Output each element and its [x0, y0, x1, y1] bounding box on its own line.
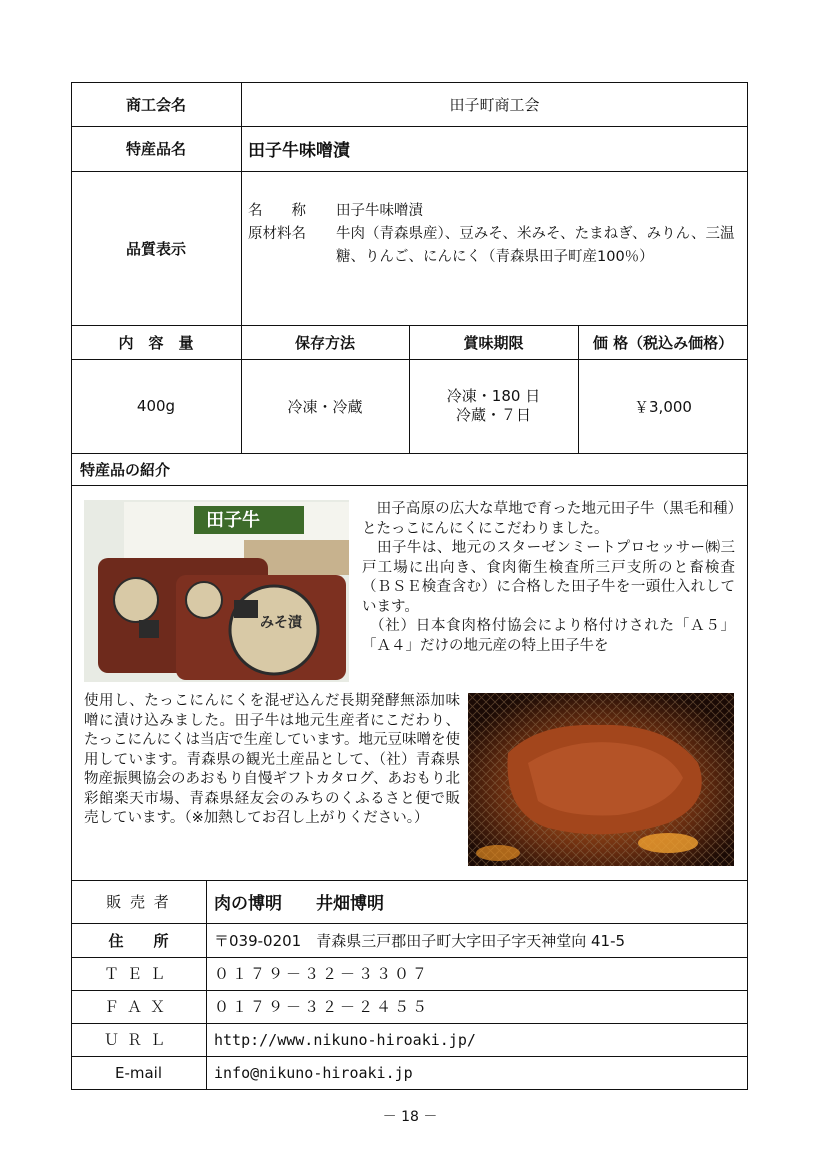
intro-text-left: 使用し、たっこにんにくを混ぜ込んだ長期発酵無添加味噌に漬け込みました。田子牛は地元生産者にこだわり、たっこにんにくは当店で生産しています。地元豆味噌を使用しています。青森県の観光土産品として、（社）青森県物産振興協会のあおもり自慢ギフトカタログ、あおもり北彩館楽天市場、青森県経友会のみちのくふるさと便で販売しています。（※加熱してお召し上がりください。）: [84, 693, 460, 826]
address-value: 〒039-0201 青森県三戸郡田子町大字田子字天神堂向 41-5: [214, 931, 626, 950]
content-value: 400g: [136, 397, 176, 415]
expiry-value: [409, 359, 578, 453]
quality-label: 品質表示: [125, 239, 186, 258]
spec-header-storage: 保存方法: [294, 333, 355, 352]
spec-header-content: 内 容 量: [118, 333, 194, 352]
ingredients-key: 原材料名: [248, 226, 306, 242]
spec-header-price: 価 格（税込み価格）: [592, 333, 734, 352]
org-label: 商工会名: [125, 95, 186, 114]
product-label: 特産品名: [125, 140, 186, 158]
package-label-2: みそ漬: [260, 615, 302, 631]
page-number: － 18 －: [382, 1109, 438, 1125]
url-label: ＵＲＬ: [103, 1031, 173, 1049]
org-value: 田子町商工会: [449, 95, 540, 114]
product-package-photo: [84, 500, 349, 682]
intro-label: 特産品の紹介: [80, 460, 171, 479]
name-key: 名 称: [248, 203, 306, 219]
fax-value: ０１７９－３２－２４５５: [214, 998, 431, 1016]
email-value[interactable]: info@nikuno-hiroaki.jp: [214, 1064, 413, 1082]
expiry-frozen: 冷凍・180 日: [446, 387, 541, 405]
spec-header-expiry: 賞味期限: [463, 333, 524, 352]
url-value[interactable]: http://www.nikuno-hiroaki.jp/: [214, 1030, 476, 1049]
package-label-1: 田子牛: [206, 510, 260, 531]
seller-value: 肉の博明 井畑博明: [214, 894, 384, 914]
seller-label: 販 売 者: [106, 893, 171, 911]
fax-label: ＦＡＸ: [103, 998, 173, 1016]
storage-value: 冷凍・冷蔵: [287, 397, 363, 416]
product-value: 田子牛味噌漬: [248, 141, 350, 161]
tel-value: ０１７９－３２－３３０７: [214, 965, 431, 983]
grilled-meat-photo: [468, 693, 734, 866]
address-label: 住 所: [108, 931, 169, 950]
email-label: E-mail: [114, 1064, 163, 1082]
tel-label: ＴＥＬ: [103, 965, 173, 983]
price-value: ￥3,000: [634, 397, 692, 416]
intro-text-right: 田子高原の広大な草地で育った地元田子牛（黒毛和種）とたっこにんにくにこだわりました。 田子牛は、地元のスターゼンミートプロセッサー㈱三戸工場に出向き、食肉衛生検査所三戸支所のと畜検査（ＢＳＥ検査含む）に合格した田子牛を一頭仕入れしています。 （社）日本食肉格付協会により格付けされた「Ａ５」「Ａ４」だけの地元産の特上田子牛を: [362, 501, 735, 654]
expiry-chilled: 冷蔵・７日: [455, 406, 531, 424]
quality-block: [248, 200, 743, 269]
ingredients-value: 牛肉（青森県産）、豆みそ、米みそ、たまねぎ、みりん、三温糖、りんご、にんにく（青森県田子町産100％）: [336, 226, 735, 265]
name-value: 田子牛味噌漬: [336, 203, 423, 219]
